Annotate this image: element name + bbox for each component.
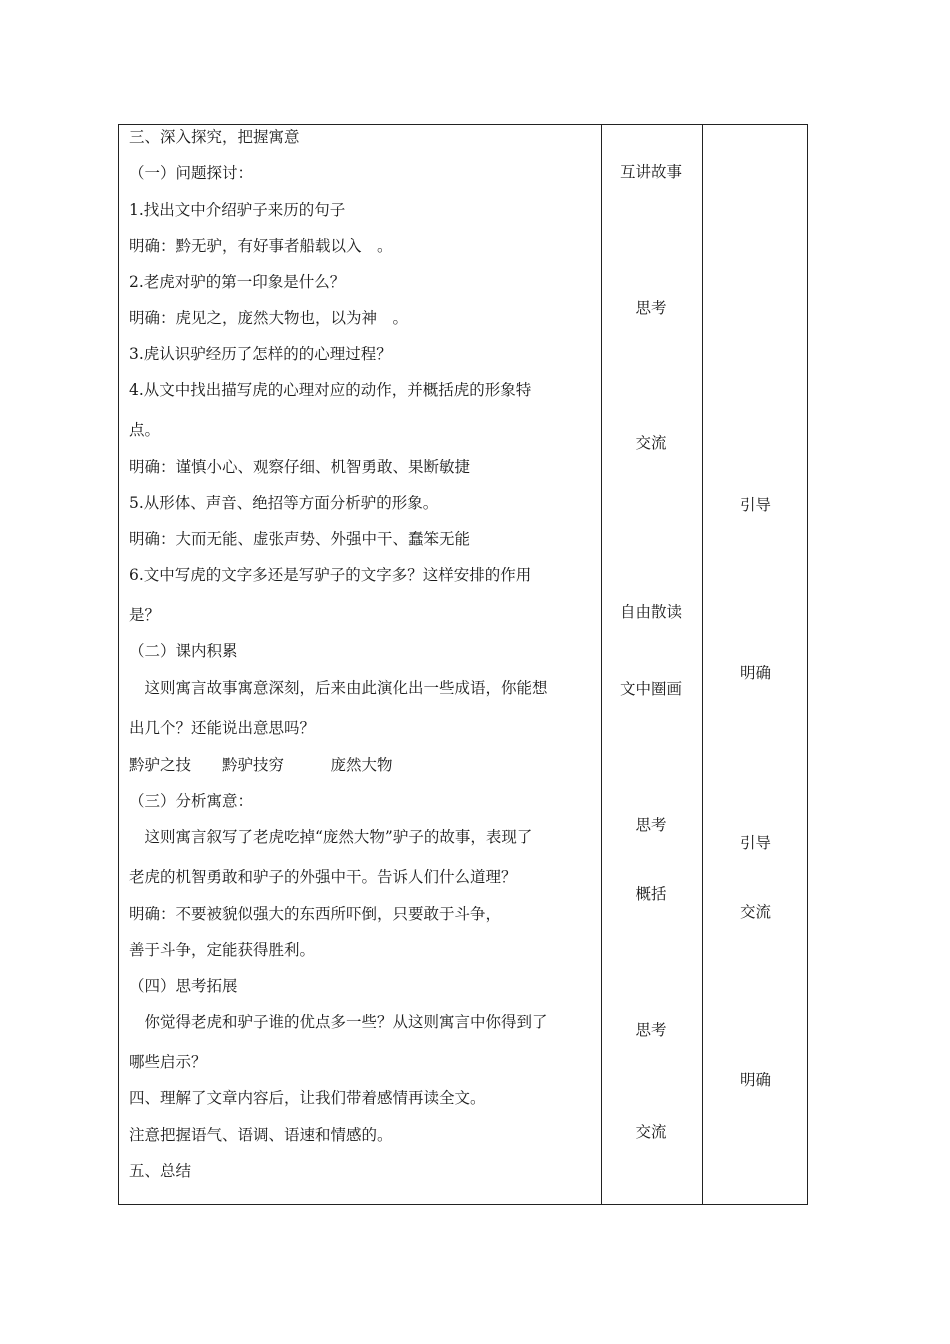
answer-continued: 善于斗争，定能获得胜利。 — [129, 941, 316, 959]
teacher-activity: 交流 — [739, 903, 771, 921]
question: 1.找出文中介绍驴子来历的句子 — [129, 201, 346, 219]
subsection-heading: （四）思考拓展 — [129, 977, 238, 995]
student-activity: 交流 — [635, 434, 667, 452]
answer: 明确：谨慎小心、观察仔细、机智勇敢、果断敏捷 — [129, 458, 471, 476]
idiom-list: 黔驴之技 黔驴技穷 庞然大物 — [129, 756, 393, 774]
student-activity: 文中圈画 — [619, 680, 682, 698]
question: 5.从形体、声音、绝招等方面分析驴的形象。 — [129, 494, 439, 512]
paragraph: 这则寓言叙写了老虎吃掉“庞然大物”驴子的故事，表现了 — [129, 828, 533, 846]
section-heading: 五、总结 — [129, 1162, 192, 1180]
question: 4.从文中找出描写虎的心理对应的动作，并概括虎的形象特 — [129, 381, 532, 399]
answer: 明确：不要被貌似强大的东西所吓倒，只要敢于斗争， — [129, 905, 502, 923]
student-activity: 自由散读 — [619, 603, 682, 621]
answer: 明确：虎见之，庞然大物也，以为神 。 — [129, 309, 409, 327]
lesson-plan-table — [118, 124, 808, 1205]
student-activity: 互讲故事 — [619, 163, 682, 181]
paragraph: 你觉得老虎和驴子谁的优点多一些？从这则寓言中你得到了 — [129, 1013, 548, 1031]
teacher-activity: 引导 — [739, 496, 771, 514]
student-activity: 思考 — [635, 816, 667, 834]
paragraph-continued: 出几个？还能说出意思吗？ — [129, 719, 316, 737]
paragraph-continued: 老虎的机智勇敢和驴子的外强中干。告诉人们什么道理？ — [129, 868, 517, 886]
teacher-activity: 明确 — [739, 664, 771, 682]
question-continued: 是？ — [129, 606, 161, 624]
question-continued: 点。 — [129, 421, 161, 439]
question: 6.文中写虎的文字多还是写驴子的文字多？这样安排的作用 — [129, 566, 532, 584]
section-heading: 四、理解了文章内容后，让我们带着感情再读全文。 — [129, 1089, 486, 1107]
student-activity: 概括 — [635, 885, 667, 903]
question: 3.虎认识驴经历了怎样的的心理过程？ — [129, 345, 392, 363]
subsection-heading: （二）课内积累 — [129, 642, 238, 660]
subsection-heading: （三）分析寓意： — [129, 792, 254, 810]
answer: 明确：大而无能、虚张声势、外强中干、蠢笨无能 — [129, 530, 471, 548]
answer: 明确：黔无驴，有好事者船载以入 。 — [129, 237, 393, 255]
student-activity: 思考 — [635, 1021, 667, 1039]
teacher-activity: 引导 — [739, 834, 771, 852]
paragraph: 这则寓言故事寓意深刻，后来由此演化出一些成语，你能想 — [129, 679, 548, 697]
question: 2.老虎对驴的第一印象是什么？ — [129, 273, 346, 291]
column-divider-1 — [601, 125, 602, 1204]
student-activity: 思考 — [635, 299, 667, 317]
teacher-activity: 明确 — [739, 1071, 771, 1089]
subsection-heading: （一）问题探讨： — [129, 164, 254, 182]
student-activity: 交流 — [635, 1123, 667, 1141]
section-heading: 三、深入探究，把握寓意 — [129, 128, 300, 146]
paragraph-continued: 哪些启示？ — [129, 1053, 207, 1071]
paragraph: 注意把握语气、语调、语速和情感的。 — [129, 1126, 393, 1144]
